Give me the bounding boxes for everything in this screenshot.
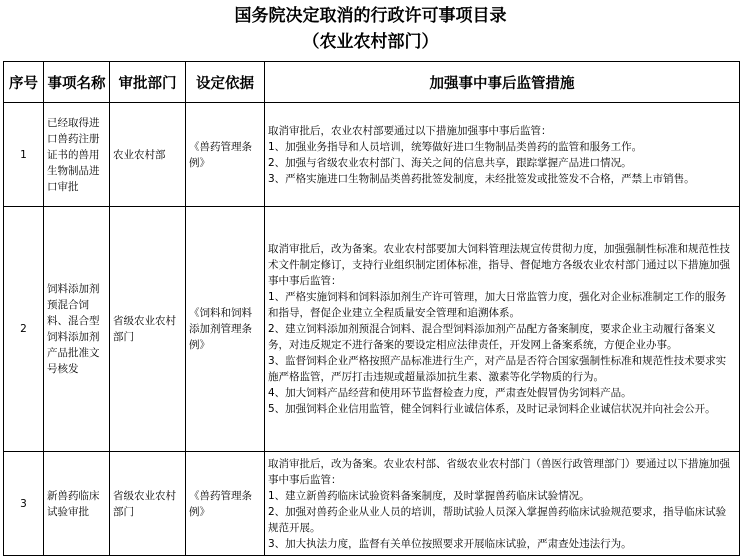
measure-line: 取消审批后，改为备案。农业农村部、省级农业农村部门（兽医行政管理部门）要通过以下措施加强事中事后监管： xyxy=(268,457,730,486)
measure-line: 5、加强饲料企业信用监管，健全饲料行业诚信体系，及时记录饲料企业诚信状况并向社会公开。 xyxy=(268,403,716,415)
table-header-row xyxy=(4,62,740,103)
header-supervision-measures: 加强事中事后监管措施 xyxy=(265,62,740,103)
measure-line: 1、加强业务指导和人员培训，统筹做好进口生物制品类兽药的监管和服务工作。 xyxy=(268,140,643,153)
measure-line: 2、加强与省级农业农村部门、海关之间的信息共享，跟踪掌握产品进口情况。 xyxy=(268,156,632,169)
row-seq: 3 xyxy=(4,452,44,556)
row-approval-dept: 农业农村部 xyxy=(110,103,186,207)
header-legal-basis: 设定依据 xyxy=(186,62,265,103)
row-seq: 1 xyxy=(4,103,44,207)
measure-line: 取消审批后，农业农村部要通过以下措施加强事中事后监管： xyxy=(268,124,552,137)
measure-line: 2、建立饲料添加剂预混合饲料、混合型饲料添加剂产品配方备案制度，要求企业主动履行备案义务，对违反规定不进行备案的要设定相应法律责任，开发网上备案系统，方便企业办事。 xyxy=(268,323,716,351)
measure-line: 3、加大执法力度，监督有关单位按照要求开展临床试验，严肃查处违法行为。 xyxy=(268,537,632,550)
row-legal-basis: 《兽药管理条例》 xyxy=(186,452,265,556)
row-item-name: 新兽药临床试验审批 xyxy=(44,452,110,556)
row-item-name: 饲料添加剂预混合饲料、混合型饲料添加剂产品批准文号核发 xyxy=(44,207,110,452)
document-subtitle: （农业农村部门） xyxy=(302,32,439,52)
row-legal-basis: 《兽药管理条例》 xyxy=(186,103,265,207)
measure-line: 取消审批后，改为备案。农业农村部要加大饲料管理法规宣传贯彻力度，加强强制性标准和规范性技术文件制定修订，支持行业组织制定团体标准，指导、督促地方各级农业农村部门通过以下措施加强事中事后监管： xyxy=(268,243,730,287)
measure-line: 4、加大饲料产品经营和使用环节监督检查力度，严肃查处假冒伪劣饲料产品。 xyxy=(268,387,632,399)
row-seq: 2 xyxy=(4,207,44,452)
row-approval-dept: 省级农业农村部门 xyxy=(110,452,186,556)
measure-line: 1、严格实施饲料和饲料添加剂生产许可管理，加大日常监管力度，强化对企业标准制定工作的服务和指导，督促企业建立全程质量安全管理和追溯体系。 xyxy=(268,291,727,319)
items-table xyxy=(3,61,740,556)
row-supervision-measures xyxy=(265,207,740,452)
row-supervision-measures xyxy=(265,103,740,207)
header-seq: 序号 xyxy=(4,62,44,103)
measure-line: 2、加强对兽药企业从业人员的培训，帮助试验人员深入掌握兽药临床试验规范要求，指导临床试验规范开展。 xyxy=(268,505,727,534)
table-row xyxy=(4,103,740,207)
measure-line: 3、监督饲料企业严格按照产品标准进行生产，对产品是否符合国家强制性标准和规范性技术要求实施严格监管，严厉打击违规或超量添加抗生素、激素等化学物质的行为。 xyxy=(268,355,727,383)
row-approval-dept: 省级农业农村部门 xyxy=(110,207,186,452)
row-supervision-measures xyxy=(265,452,740,556)
table-row xyxy=(4,452,740,556)
document-title: 国务院决定取消的行政许可事项目录 xyxy=(234,6,507,26)
header-approval-dept: 审批部门 xyxy=(110,62,186,103)
row-legal-basis: 《饲料和饲料添加剂管理条例》 xyxy=(186,207,265,452)
measure-line: 1、建立新兽药临床试验资料备案制度，及时掌握兽药临床试验情况。 xyxy=(268,489,590,502)
header-item-name: 事项名称 xyxy=(44,62,110,103)
measure-line: 3、严格实施进口生物制品类兽药批签发制度，未经批签发或批签发不合格，严禁上市销售。 xyxy=(268,172,695,185)
table-row xyxy=(4,207,740,452)
row-item-name: 已经取得进口兽药注册证书的兽用生物制品进口审批 xyxy=(44,103,110,207)
